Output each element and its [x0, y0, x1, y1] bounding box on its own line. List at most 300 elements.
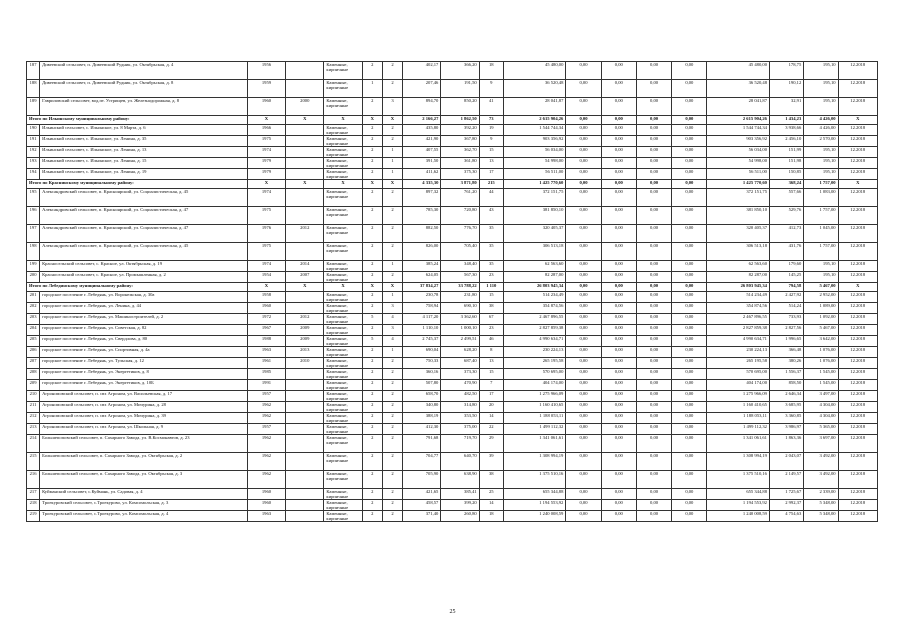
cell-deadline: 12.2018	[838, 207, 877, 225]
cell-fund-2: 0,00	[601, 347, 636, 358]
cell-specific-cost: 1 556,37	[769, 369, 803, 380]
cell-max-cost: 1 757,00	[804, 207, 838, 225]
cell-residents: 14	[479, 413, 503, 424]
cell-total-area: 758,94	[403, 303, 441, 314]
district-total-label: Итого по Краснинскому муниципальному району:	[27, 180, 248, 189]
cell-repair-cost: 1 544 744,34	[503, 125, 566, 136]
cell-floors: 2	[362, 369, 382, 380]
cell-fund-3: 0,00	[636, 147, 671, 158]
cell-year-renovated	[286, 435, 324, 453]
cell-fund-4: 0,00	[672, 272, 707, 283]
cell-fund-4: 0,00	[672, 147, 707, 158]
cell-year-renovated	[286, 80, 324, 98]
cell-fund-1: 0,00	[566, 125, 601, 136]
cell-address: городское поселение г. Лебедянь, ул. Спортивная, д. 4а	[40, 347, 248, 358]
cell-year-renovated	[286, 158, 324, 169]
cell-fund-2: 0,00	[601, 158, 636, 169]
cell-specific-cost: 557,66	[769, 189, 803, 207]
cell-max-cost: 1 076,00	[804, 358, 838, 369]
cell-residents: 38	[479, 471, 503, 489]
cell-fund-2: 0,00	[601, 402, 636, 413]
cell-year-built: 1960	[247, 303, 285, 314]
cell-specific-cost: 794,58	[769, 283, 803, 292]
cell-entrances: 3	[382, 303, 402, 314]
cell-repair-cost: 306 513,18	[503, 243, 566, 261]
cell-year-built: 1962	[247, 402, 285, 413]
cell-fund-2: 0,00	[601, 453, 636, 471]
cell-entrances: 2	[382, 489, 402, 500]
cell-row-number: 196	[27, 207, 40, 225]
cell-fund-1: 0,00	[566, 435, 601, 453]
cell-wall-material: Каменные, кирпичные	[324, 158, 362, 169]
cell-fund-1: 0,00	[566, 116, 601, 125]
cell-max-cost: 4 426,00	[804, 125, 838, 136]
cell-year-renovated	[286, 243, 324, 261]
cell-deadline: 12.2018	[838, 225, 877, 243]
cell-total-area: 507,80	[403, 380, 441, 391]
cell-year-built: 1963	[247, 511, 285, 522]
cell-fund-1: 0,00	[566, 369, 601, 380]
cell-wall-material: Каменные, кирпичные	[324, 314, 362, 325]
cell-year-renovated: 2012	[286, 225, 324, 243]
cell-fund-4: 0,00	[672, 511, 707, 522]
cell-specific-cost: 2 427,92	[769, 292, 803, 303]
cell-fund-4: 0,00	[672, 125, 707, 136]
table-row	[27, 147, 878, 158]
cell-year-renovated	[286, 125, 324, 136]
cell-fund-3: 0,00	[636, 125, 671, 136]
cell-address: Ильинский сельсовет, с. Ильинское, ул. Ленина, д. 15	[40, 158, 248, 169]
cell-fund-4: 0,00	[672, 358, 707, 369]
cell-max-cost: 1 045,00	[804, 225, 838, 243]
cell-floors: 2	[362, 225, 382, 243]
cell-year-built: 1957	[247, 424, 285, 435]
cell-year-renovated: 2012	[286, 314, 324, 325]
cell-entrances: 4	[382, 314, 402, 325]
cell-x-mark: X	[362, 283, 382, 292]
cell-total-area: 4 117,20	[403, 314, 441, 325]
cell-deadline: 12.2018	[838, 243, 877, 261]
cell-floors: 2	[362, 272, 382, 283]
cell-total-area: 340,80	[403, 402, 441, 413]
cell-fund-3: 0,00	[636, 169, 671, 180]
cell-x-mark: X	[362, 116, 382, 125]
table-row	[27, 98, 878, 116]
cell-year-renovated	[286, 169, 324, 180]
housing-register-table	[26, 61, 878, 522]
cell-year-built: 1962	[247, 413, 285, 424]
cell-repair-cost: 265 195,58	[503, 358, 566, 369]
cell-total-area: 391,50	[403, 158, 441, 169]
cell-max-cost: 5 348,00	[804, 511, 838, 522]
cell-fund-1: 0,00	[566, 243, 601, 261]
cell-specific-cost: 380,26	[769, 358, 803, 369]
cell-wall-material: Каменные, кирпичные	[324, 169, 362, 180]
cell-floors: 2	[362, 158, 382, 169]
cell-living-area: 719,70	[441, 435, 479, 453]
cell-repair-cost: 655 344,88	[503, 489, 566, 500]
cell-floors: 5	[362, 314, 382, 325]
cell-specific-cost: 2 646,34	[769, 391, 803, 402]
district-total-row	[27, 180, 878, 189]
cell-total-area: 421,90	[403, 136, 441, 147]
cell-fund-4: 0,00	[672, 453, 707, 471]
cell-wall-material: Каменные, кирпичные	[324, 243, 362, 261]
cell-total-area: 230,78	[403, 292, 441, 303]
cell-year-renovated	[286, 453, 324, 471]
cell-owners-funds: 1 544 744,34	[707, 125, 770, 136]
cell-floors: 2	[362, 347, 382, 358]
cell-floors: 1	[362, 80, 382, 98]
cell-fund-3: 0,00	[636, 380, 671, 391]
cell-row-number: 198	[27, 243, 40, 261]
cell-x-mark: X	[247, 283, 285, 292]
cell-entrances: 2	[382, 136, 402, 147]
cell-owners-funds: 404 174,00	[707, 380, 770, 391]
cell-floors: 2	[362, 136, 382, 147]
cell-owners-funds: 1 194 553,92	[707, 500, 770, 511]
cell-residents: 215	[479, 180, 503, 189]
cell-repair-cost: 230 224,13	[503, 347, 566, 358]
cell-total-area: 207,46	[403, 80, 441, 98]
cell-residents: 9	[479, 80, 503, 98]
cell-owners-funds: 1 240 008,59	[707, 511, 770, 522]
cell-fund-1: 0,00	[566, 380, 601, 391]
cell-address: городское поселение г. Лебедянь, ул. Энергетиков, д. 8	[40, 369, 248, 380]
table-row	[27, 358, 878, 369]
cell-fund-4: 0,00	[672, 336, 707, 347]
cell-repair-cost: 354 874,56	[503, 303, 566, 314]
cell-living-area: 850,20	[441, 98, 479, 116]
cell-residents: 44	[479, 189, 503, 207]
cell-fund-2: 0,00	[601, 413, 636, 424]
cell-fund-1: 0,00	[566, 347, 601, 358]
cell-specific-cost: 190,12	[769, 80, 803, 98]
cell-repair-cost: 1 188 053,11	[503, 413, 566, 424]
cell-living-area: 366,20	[441, 62, 479, 80]
cell-entrances: 2	[382, 62, 402, 80]
cell-floors: 2	[362, 325, 382, 336]
cell-fund-1: 0,00	[566, 147, 601, 158]
cell-specific-cost: 2 043,07	[769, 453, 803, 471]
table-row	[27, 272, 878, 283]
cell-owners-funds: 56 034,00	[707, 147, 770, 158]
cell-floors: 2	[362, 435, 382, 453]
cell-entrances: 1	[382, 158, 402, 169]
cell-living-area: 687,40	[441, 358, 479, 369]
cell-living-area: 260,80	[441, 511, 479, 522]
cell-floors: 2	[362, 471, 382, 489]
cell-specific-cost: 145,25	[769, 272, 803, 283]
cell-x-mark: X	[324, 180, 362, 189]
table-row	[27, 402, 878, 413]
cell-residents: 73	[479, 116, 503, 125]
cell-repair-cost: 56 511,00	[503, 169, 566, 180]
cell-address: Ильинский сельсовет, с. Ильинское, ул. Ленина, д. 19	[40, 169, 248, 180]
table-row	[27, 424, 878, 435]
cell-fund-1: 0,00	[566, 325, 601, 336]
cell-repair-cost: 320 405,37	[503, 225, 566, 243]
cell-deadline: 12.2018	[838, 336, 877, 347]
cell-specific-cost: 529,76	[769, 207, 803, 225]
cell-fund-4: 0,00	[672, 243, 707, 261]
cell-fund-3: 0,00	[636, 189, 671, 207]
cell-row-number: 202	[27, 303, 40, 314]
cell-row-number: 211	[27, 402, 40, 413]
cell-total-area: 750,33	[403, 358, 441, 369]
cell-repair-cost: 1 425 770,60	[503, 180, 566, 189]
cell-year-built: 1979	[247, 169, 285, 180]
cell-owners-funds: 570 695,00	[707, 369, 770, 380]
cell-year-built: 1959	[247, 80, 285, 98]
cell-address: городское поселение г. Лебедянь, ул. Машиностроителей, д. 2	[40, 314, 248, 325]
cell-living-area: 399,20	[441, 500, 479, 511]
cell-repair-cost: 45 480,00	[503, 62, 566, 80]
cell-living-area: 375,30	[441, 169, 479, 180]
cell-fund-1: 0,00	[566, 453, 601, 471]
cell-residents: 20	[479, 402, 503, 413]
cell-repair-cost: 82 287,00	[503, 272, 566, 283]
cell-residents: 13	[479, 158, 503, 169]
cell-fund-3: 0,00	[636, 272, 671, 283]
cell-specific-cost: 150,85	[769, 169, 803, 180]
cell-max-cost: 3 492,00	[804, 471, 838, 489]
cell-x-mark: X	[286, 283, 324, 292]
cell-deadline: 12.2018	[838, 80, 877, 98]
cell-owners-funds: 372 151,75	[707, 189, 770, 207]
cell-living-area: 2 499,51	[441, 336, 479, 347]
cell-owners-funds: 54 998,00	[707, 158, 770, 169]
cell-entrances: 2	[382, 243, 402, 261]
cell-living-area: 191,50	[441, 80, 479, 98]
cell-year-renovated	[286, 380, 324, 391]
cell-fund-3: 0,00	[636, 453, 671, 471]
cell-deadline: 12.2018	[838, 189, 877, 207]
cell-residents: 15	[479, 369, 503, 380]
cell-year-renovated	[286, 189, 324, 207]
cell-repair-cost: 1 341 061,61	[503, 435, 566, 453]
cell-year-built: 1962	[247, 435, 285, 453]
cell-fund-4: 0,00	[672, 471, 707, 489]
cell-total-area: 658,70	[403, 391, 441, 402]
cell-row-number: 215	[27, 453, 40, 471]
cell-owners-funds: 26 803 945,34	[707, 283, 770, 292]
cell-total-area: 704,77	[403, 453, 441, 471]
cell-floors: 2	[362, 147, 382, 158]
cell-residents: 22	[479, 424, 503, 435]
cell-max-cost: 195,10	[804, 147, 838, 158]
cell-fund-2: 0,00	[601, 500, 636, 511]
table-row	[27, 471, 878, 489]
cell-specific-cost: 366,48	[769, 347, 803, 358]
cell-address: городское поселение г. Лебедянь, ул. Тульская, д. 12	[40, 358, 248, 369]
cell-repair-cost: 1 240 008,59	[503, 511, 566, 522]
cell-wall-material: Каменные, кирпичные	[324, 347, 362, 358]
cell-year-renovated: 2014	[286, 261, 324, 272]
cell-entrances: 2	[382, 380, 402, 391]
cell-fund-2: 0,00	[601, 336, 636, 347]
cell-row-number: 212	[27, 413, 40, 424]
cell-living-area: 367,80	[441, 136, 479, 147]
cell-specific-cost: 2 456,10	[769, 136, 803, 147]
cell-fund-2: 0,00	[601, 225, 636, 243]
cell-fund-3: 0,00	[636, 80, 671, 98]
cell-fund-4: 0,00	[672, 435, 707, 453]
cell-wall-material: Каменные, кирпичные	[324, 489, 362, 500]
cell-deadline: 12.2018	[838, 435, 877, 453]
cell-wall-material: Каменные, кирпичные	[324, 453, 362, 471]
cell-total-area: 411,62	[403, 169, 441, 180]
cell-repair-cost: 28 041,87	[503, 98, 566, 116]
cell-owners-funds: 1 188 053,11	[707, 413, 770, 424]
cell-floors: 2	[362, 207, 382, 225]
cell-fund-3: 0,00	[636, 369, 671, 380]
cell-specific-cost: 1 996,65	[769, 336, 803, 347]
cell-total-area: 1 110,10	[403, 325, 441, 336]
cell-deadline: 12.2018	[838, 500, 877, 511]
cell-fund-1: 0,00	[566, 314, 601, 325]
cell-year-built: 1962	[247, 453, 285, 471]
cell-year-built: 1975	[247, 136, 285, 147]
cell-entrances: 2	[382, 225, 402, 243]
cell-living-area: 3 871,80	[441, 180, 479, 189]
table-row	[27, 369, 878, 380]
cell-fund-2: 0,00	[601, 283, 636, 292]
cell-fund-1: 0,00	[566, 62, 601, 80]
cell-wall-material: Каменные, кирпичные	[324, 80, 362, 98]
cell-entrances: 3	[382, 325, 402, 336]
cell-wall-material: Каменные, кирпичные	[324, 303, 362, 314]
cell-residents: 18	[479, 62, 503, 80]
cell-owners-funds: 45 480,00	[707, 62, 770, 80]
cell-entrances: 2	[382, 207, 402, 225]
cell-floors: 2	[362, 261, 382, 272]
cell-owners-funds: 514 234,49	[707, 292, 770, 303]
cell-entrances: 2	[382, 391, 402, 402]
cell-floors: 5	[362, 336, 382, 347]
table-row	[27, 225, 878, 243]
cell-max-cost: 3 497,00	[804, 391, 838, 402]
cell-owners-funds: 1 160 410,65	[707, 402, 770, 413]
cell-total-area: 791,68	[403, 435, 441, 453]
cell-fund-4: 0,00	[672, 207, 707, 225]
table-row	[27, 489, 878, 500]
cell-max-cost: 2 570,00	[804, 136, 838, 147]
cell-specific-cost: 151,99	[769, 147, 803, 158]
cell-year-renovated	[286, 391, 324, 402]
cell-fund-3: 0,00	[636, 500, 671, 511]
cell-total-area: 2 745,37	[403, 336, 441, 347]
cell-max-cost: 195,10	[804, 261, 838, 272]
cell-residents: 1 110	[479, 283, 503, 292]
cell-entrances: 2	[382, 500, 402, 511]
cell-wall-material: Каменные, кирпичные	[324, 136, 362, 147]
cell-max-cost: 2 952,00	[804, 292, 838, 303]
cell-residents: 23	[479, 325, 503, 336]
cell-year-built: 1957	[247, 391, 285, 402]
cell-fund-1: 0,00	[566, 402, 601, 413]
cell-fund-3: 0,00	[636, 225, 671, 243]
cell-max-cost: 195,10	[804, 80, 838, 98]
cell-fund-4: 0,00	[672, 292, 707, 303]
cell-residents: 35	[479, 261, 503, 272]
cell-fund-3: 0,00	[636, 158, 671, 169]
cell-total-area: 624,05	[403, 272, 441, 283]
cell-fund-4: 0,00	[672, 189, 707, 207]
cell-address: Дивеевский сельсовет, п. Дивеевский Рудник, ул. Октябрьская, д. 8	[40, 80, 248, 98]
cell-year-built: 1985	[247, 369, 285, 380]
cell-x-mark: X	[286, 180, 324, 189]
cell-residents: 9	[479, 136, 503, 147]
cell-fund-2: 0,00	[601, 325, 636, 336]
cell-living-area: 348,40	[441, 261, 479, 272]
cell-specific-cost: 2 827,56	[769, 325, 803, 336]
page-number: 25	[449, 609, 456, 615]
cell-wall-material: Каменные, кирпичные	[324, 358, 362, 369]
cell-deadline: 12.2018	[838, 511, 877, 522]
cell-deadline: X	[838, 283, 877, 292]
cell-fund-3: 0,00	[636, 283, 671, 292]
cell-row-number: 208	[27, 369, 40, 380]
cell-year-renovated	[286, 511, 324, 522]
cell-max-cost: 5 348,00	[804, 500, 838, 511]
cell-residents: 25	[479, 489, 503, 500]
cell-fund-4: 0,00	[672, 80, 707, 98]
cell-deadline: 12.2018	[838, 98, 877, 116]
cell-fund-2: 0,00	[601, 391, 636, 402]
cell-address: Гавриловский сельсовет, вод.пт. Устрищев, ул. Железнодорожная, д. 8	[40, 98, 248, 116]
cell-owners-funds: 306 513,18	[707, 243, 770, 261]
cell-row-number: 209	[27, 380, 40, 391]
cell-wall-material: Каменные, кирпичные	[324, 391, 362, 402]
cell-fund-1: 0,00	[566, 261, 601, 272]
cell-deadline: X	[838, 180, 877, 189]
cell-row-number: 205	[27, 336, 40, 347]
cell-specific-cost: 2 149,57	[769, 471, 803, 489]
cell-fund-4: 0,00	[672, 424, 707, 435]
cell-fund-1: 0,00	[566, 391, 601, 402]
cell-repair-cost: 4 990 634,71	[503, 336, 566, 347]
cell-total-area: 360,16	[403, 369, 441, 380]
cell-specific-cost: 1 863,36	[769, 435, 803, 453]
cell-row-number: 203	[27, 314, 40, 325]
cell-entrances: 2	[382, 402, 402, 413]
cell-owners-funds: 36 520,48	[707, 80, 770, 98]
cell-deadline: 12.2018	[838, 471, 877, 489]
cell-fund-3: 0,00	[636, 424, 671, 435]
cell-living-area: 373,30	[441, 369, 479, 380]
cell-entrances: 2	[382, 413, 402, 424]
cell-max-cost: 1 757,00	[804, 243, 838, 261]
cell-owners-funds: 56 511,00	[707, 169, 770, 180]
cell-fund-4: 0,00	[672, 158, 707, 169]
cell-wall-material: Каменные, кирпичные	[324, 336, 362, 347]
register-table-container	[26, 61, 878, 522]
cell-address: городское поселение г. Лебедянь, ул. Советская, д. 82	[40, 325, 248, 336]
cell-year-renovated: 2009	[286, 336, 324, 347]
cell-total-area: 2 166,27	[403, 116, 441, 125]
cell-row-number: 197	[27, 225, 40, 243]
cell-fund-4: 0,00	[672, 413, 707, 424]
cell-fund-2: 0,00	[601, 489, 636, 500]
cell-year-built: 1963	[247, 347, 285, 358]
cell-fund-2: 0,00	[601, 424, 636, 435]
cell-living-area: 640,70	[441, 453, 479, 471]
cell-fund-2: 0,00	[601, 358, 636, 369]
cell-living-area: 362,70	[441, 147, 479, 158]
cell-row-number: 214	[27, 435, 40, 453]
cell-fund-1: 0,00	[566, 413, 601, 424]
